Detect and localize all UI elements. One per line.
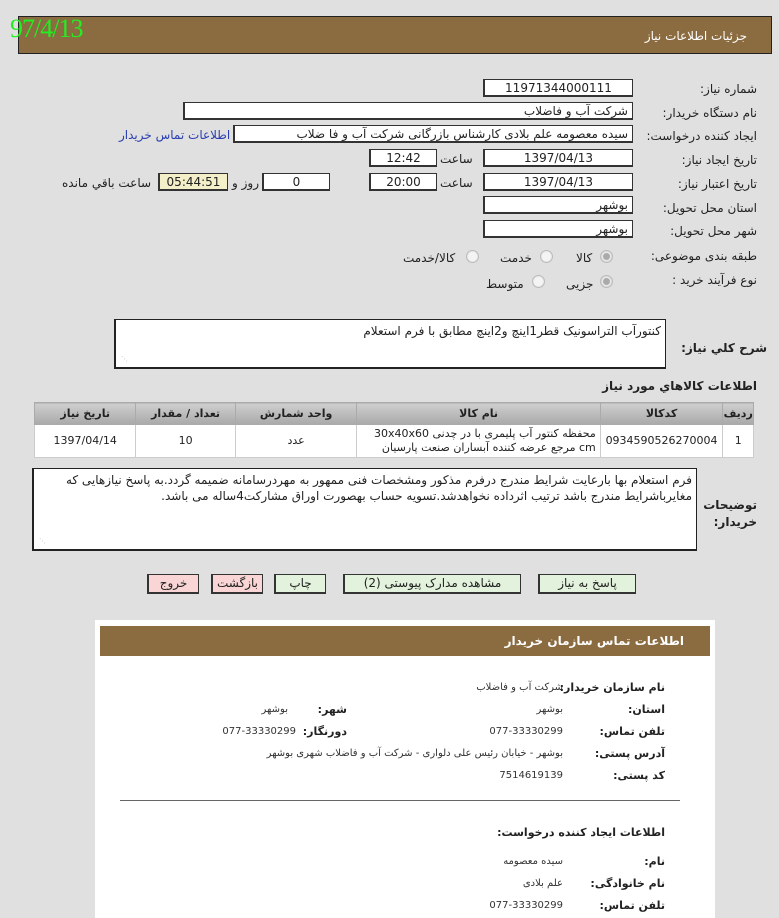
cell-name: محفظه کنتور آب پلیمری با در چدنی 30x40x60 cm مرجع عرضه کننده آبساران صنعت پارسیان xyxy=(357,425,600,458)
valid-time-field[interactable]: 20:00 xyxy=(369,173,437,191)
creator-first-name-value: سیده معصومه xyxy=(503,856,563,867)
creator-last-name-label: نام خانوادگی: xyxy=(590,877,665,890)
contact-address-value: بوشهر - خیابان رئیس علی دلواری - شرکت آب و فاضلاب شهری بوشهر xyxy=(266,748,563,759)
purchase-type-option-medium: متوسط xyxy=(486,277,524,291)
contact-org-value: شرکت آب و فاضلاب xyxy=(476,682,563,693)
time-remaining-field: 05:44:51 xyxy=(158,173,228,191)
need-number-field[interactable]: 11971344000111 xyxy=(483,79,633,97)
table-row xyxy=(35,425,754,458)
resize-handle-icon[interactable]: ⋰ xyxy=(121,355,128,363)
category-radio-service[interactable] xyxy=(540,250,553,263)
need-number-label: شماره نیاز: xyxy=(700,82,757,96)
column-header-name: نام کالا xyxy=(357,403,600,425)
creator-phone-value: 077-33330299 xyxy=(489,900,563,911)
column-header-unit: واحد شمارش xyxy=(235,403,357,425)
purchase-type-label: نوع فرآیند خرید : xyxy=(672,273,757,287)
contact-org-label: نام سازمان خریدار: xyxy=(559,681,665,694)
purchase-type-radio-medium[interactable] xyxy=(532,275,545,288)
contact-province-label: استان: xyxy=(628,703,665,716)
view-attachments-button[interactable]: مشاهده مدارک پیوستی (2) xyxy=(343,574,521,594)
cell-code: 0934590526270004 xyxy=(600,425,723,458)
print-button[interactable]: چاپ xyxy=(274,574,326,594)
cell-index: 1 xyxy=(723,425,754,458)
cell-unit: عدد xyxy=(235,425,357,458)
creator-phone-label: تلفن تماس: xyxy=(599,899,665,912)
contact-fax-value: 077-33330299 xyxy=(222,726,296,737)
buyer-org-field[interactable]: شرکت آب و فاضلاب xyxy=(183,102,633,120)
resize-handle-icon[interactable]: ⋰ xyxy=(39,537,46,545)
hours-remaining-label: ساعت باقي مانده xyxy=(62,176,152,190)
cell-date: 1397/04/14 xyxy=(35,425,136,458)
contact-panel-title: اطلاعات تماس سازمان خریدار xyxy=(504,634,684,648)
buyer-notes-text: فرم استعلام بها بارعایت شرایط مندرج درفرم مذکور ومشخصات فنی ممهور به مهردرسامانه ضمیمه گردد.به پاسخ نیازهایی که مغایرباشرایط مندرج باشد ترتیب اثرداده نخواهدشد.تسویه حساب بهصورت اوراق مشارکت4ساله می باشد. xyxy=(65,473,692,503)
days-remaining-field[interactable]: 0 xyxy=(262,173,330,191)
category-option-goods-service: کالا/خدمت xyxy=(403,251,456,265)
created-time-field[interactable]: 12:42 xyxy=(369,149,437,167)
buyer-notes-textarea[interactable] xyxy=(32,468,697,551)
contact-postal-value: 7514619139 xyxy=(499,770,563,781)
description-label: شرح کلي نیاز: xyxy=(681,341,767,355)
purchase-type-option-minor: جزیی xyxy=(566,277,594,291)
days-and-label: روز و xyxy=(232,176,259,190)
column-header-date: تاریخ نیاز xyxy=(35,403,136,425)
valid-date-label: تاریخ اعتبار نیاز: xyxy=(677,177,757,191)
items-table xyxy=(34,402,754,458)
province-label: استان محل تحویل: xyxy=(662,201,757,215)
requester-field[interactable]: سیده معصومه علم بلادی کارشناس بازرگانی شرکت آب و فا ضلاب xyxy=(233,125,633,143)
column-header-quantity: تعداد / مقدار xyxy=(136,403,235,425)
description-textarea[interactable] xyxy=(114,319,666,369)
created-date-field[interactable]: 1397/04/13 xyxy=(483,149,633,167)
valid-time-label: ساعت xyxy=(440,176,473,190)
page-title: جزئیات اطلاعات نیاز xyxy=(644,29,747,43)
purchase-type-radio-minor[interactable] xyxy=(600,275,613,288)
buyer-contact-link[interactable]: اطلاعات تماس خریدار xyxy=(119,128,231,142)
province-field[interactable]: بوشهر xyxy=(483,196,633,214)
page-header xyxy=(18,16,772,54)
date-stamp: 97/4/13 xyxy=(10,14,83,43)
back-button[interactable]: بازگشت xyxy=(211,574,263,594)
contact-phone-label: تلفن تماس: xyxy=(599,725,665,738)
created-date-label: تاریخ ایجاد نیاز: xyxy=(681,153,757,167)
contact-province-value: بوشهر xyxy=(536,704,563,715)
contact-fax-label: دورنگار: xyxy=(302,725,347,738)
section-divider xyxy=(120,800,680,801)
contact-panel-header xyxy=(100,626,710,656)
contact-postal-label: کد پستی: xyxy=(613,769,665,782)
category-radio-goods[interactable] xyxy=(600,250,613,263)
items-header-row xyxy=(35,403,754,425)
cell-quantity: 10 xyxy=(136,425,235,458)
exit-button[interactable]: خروج xyxy=(147,574,199,594)
items-section-title: اطلاعات کالاهاي مورد نیاز xyxy=(602,379,757,393)
contact-city-label: شهر: xyxy=(317,703,347,716)
city-field[interactable]: بوشهر xyxy=(483,220,633,238)
buyer-notes-label: توضیحات خریدار: xyxy=(703,498,757,529)
column-header-code: کدکالا xyxy=(600,403,723,425)
created-time-label: ساعت xyxy=(440,152,473,166)
contact-phone-value: 077-33330299 xyxy=(489,726,563,737)
category-radio-goods-service[interactable] xyxy=(466,250,479,263)
column-header-index: ردیف xyxy=(723,403,754,425)
reply-to-need-button[interactable]: پاسخ به نیاز xyxy=(538,574,636,594)
creator-section-title: اطلاعات ایجاد کننده درخواست: xyxy=(497,826,665,839)
creator-first-name-label: نام: xyxy=(644,855,665,868)
valid-date-field[interactable]: 1397/04/13 xyxy=(483,173,633,191)
contact-address-label: آدرس پستی: xyxy=(594,747,665,760)
creator-last-name-value: علم بلادی xyxy=(522,878,563,889)
city-label: شهر محل تحویل: xyxy=(670,224,757,238)
contact-city-value: بوشهر xyxy=(261,704,288,715)
requester-label: ایجاد کننده درخواست: xyxy=(646,129,757,143)
category-option-service: خدمت xyxy=(500,251,532,265)
description-text: کنتورآب التراسونیک قطر1اینچ و2اینچ مطابق با فرم استعلام xyxy=(363,324,661,338)
category-label: طبقه بندی موضوعی: xyxy=(650,249,757,263)
buyer-org-label: نام دستگاه خریدار: xyxy=(662,106,757,120)
category-option-goods: کالا xyxy=(576,251,593,265)
